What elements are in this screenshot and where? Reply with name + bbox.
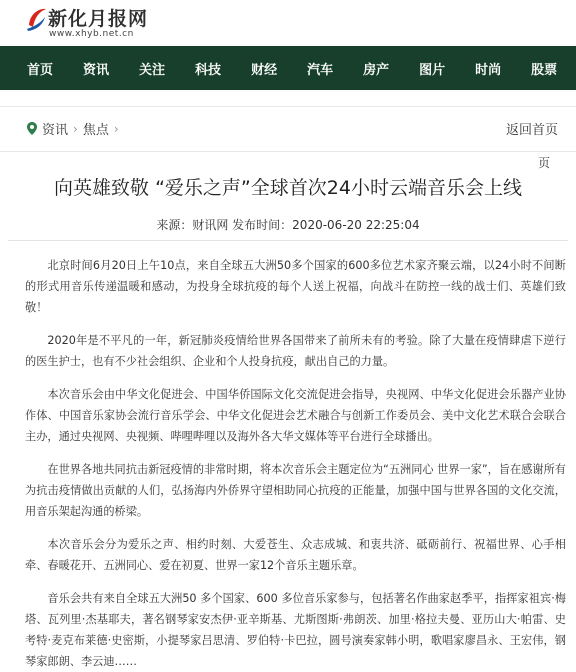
nav-item-home[interactable]: 首页	[27, 62, 54, 78]
article-paragraph: 本次音乐会由中华文化促进会、中国华侨国际文化交流促进会指导，央视网、中华文化促进会乐器产业协作体、中国音乐家协会流行音乐学会、中华文化促进会艺术融合与创新工作委员会、美中文化艺术联合会联合主办，通过央视网、央视频、哔哩哔哩以及海外各大华文媒体等平台进行全球播出。	[25, 388, 566, 443]
page-label: 页	[537, 156, 550, 170]
breadcrumb-separator: ›	[73, 121, 78, 136]
logo-swoosh-icon	[26, 5, 48, 33]
logo-text: 新化月报网	[48, 8, 149, 30]
nav-item-finance[interactable]: 财经	[251, 62, 278, 78]
article-meta: 来源：财讯网 发布时间：2020-06-20 22:25:04	[156, 218, 420, 232]
breadcrumb-separator: ›	[113, 121, 119, 136]
article-header	[0, 152, 576, 214]
nav-item-fashion[interactable]: 时尚	[475, 62, 502, 78]
back-home-link[interactable]: 返回首页	[505, 123, 558, 138]
main-nav	[0, 46, 576, 90]
nav-item-pictures[interactable]: 图片	[419, 62, 446, 78]
site-header	[0, 0, 576, 46]
article-body	[0, 241, 576, 672]
article-title: 向英雄致敬 “爱乐之声”全球首次24小时云端音乐会上线	[54, 177, 522, 199]
location-pin-icon	[26, 121, 38, 136]
nav-item-focus[interactable]: 关注	[139, 62, 166, 78]
article-paragraph: 2020年是不平凡的一年，新冠肺炎疫情给世界各国带来了前所未有的考验。除了大量在疫情肆虐下逆行的医生护士，也有不少社会组织、企业和个人投身抗疫，献出自己的力量。	[25, 334, 566, 368]
article-paragraph: 本次音乐会分为爱乐之声、相约时刻、大爱苍生、众志成城、和衷共济、砥砺前行、祝福世界、心手相牵、春暖花开、五洲同心、爱在初夏、世界一家12个音乐主题乐章。	[25, 538, 566, 572]
breadcrumb-focus[interactable]: 焦点	[82, 123, 109, 138]
logo-url: www.xhyb.net.cn	[49, 29, 134, 39]
site-logo[interactable]	[26, 3, 186, 43]
breadcrumb-bar	[0, 106, 576, 152]
nav-item-news[interactable]: 资讯	[83, 62, 110, 78]
article-paragraph: 在世界各地共同抗击新冠疫情的非常时期，将本次音乐会主题定位为“五洲同心 世界一家”，旨在感谢所有为抗击疫情做出贡献的人们，弘扬海内外侨界守望相助同心抗疫的正能量，加强中国与世界各国的文化交流，用音乐架起沟通的桥梁。	[25, 463, 566, 518]
nav-item-tech[interactable]: 科技	[195, 62, 222, 78]
nav-item-realestate[interactable]: 房产	[363, 62, 390, 78]
nav-item-auto[interactable]: 汽车	[307, 62, 334, 78]
article-paragraph: 北京时间6月20日上午10点，来自全球五大洲50多个国家的600多位艺术家齐聚云端，以24小时不间断的形式用音乐传递温暖和感动，为投身全球抗疫的每个人送上祝福，向战斗在防控一线的战士们、英雄们致敬！	[25, 259, 566, 314]
nav-item-stocks[interactable]: 股票	[531, 62, 558, 78]
article-paragraph: 音乐会共有来自全球五大洲50 多个国家、600 多位音乐家参与，包括著名作曲家赵季平，指挥家祖宾·梅塔、瓦列里·杰基耶夫，著名钢琴家安杰伊·亚辛斯基、尤斯图斯·弗朗茨、加里·格拉夫曼、亚历山大·帕雷、史考特·麦克布莱德·史密斯，小提琴家吕思清、罗伯特·卡巴拉，圆号演奏家韩小明，歌唱家廖昌永、王宏伟，钢琴家郎朗、李云迪……	[25, 592, 566, 668]
breadcrumb	[26, 119, 124, 138]
breadcrumb-news[interactable]: 资讯	[42, 123, 69, 138]
